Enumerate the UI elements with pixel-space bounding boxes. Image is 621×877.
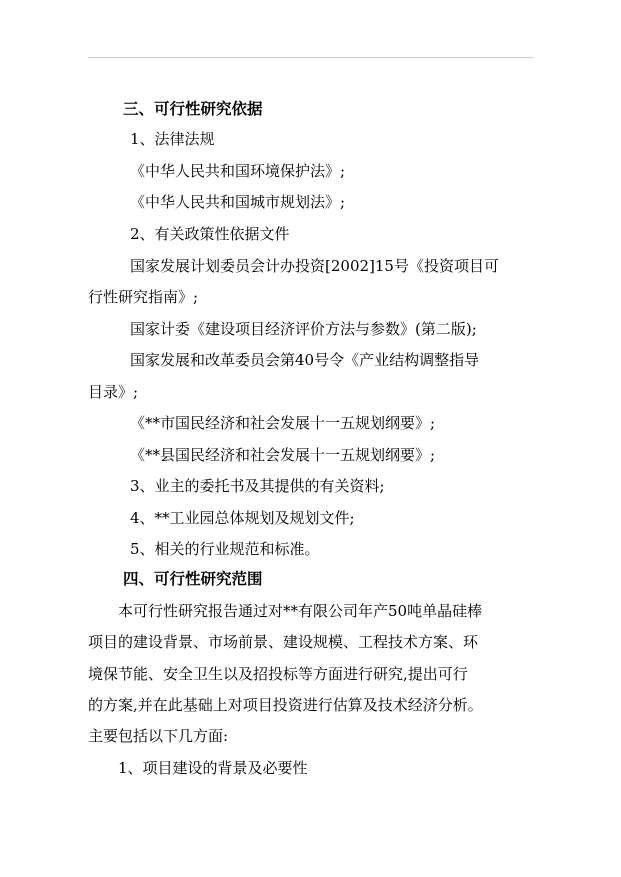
- paragraph-line: 主要包括以下几方面:: [88, 727, 229, 745]
- list-item: 4、**工业园总体规划及规划文件;: [130, 509, 355, 527]
- section-heading-3: 三、可行性研究依据: [123, 99, 263, 118]
- header-rule: [88, 57, 534, 58]
- list-item: 3、业主的委托书及其提供的有关资料;: [130, 477, 385, 495]
- paragraph-line: 本可行性研究报告通过对**有限公司年产50吨单晶硅棒: [118, 602, 483, 620]
- paragraph-line: 项目的建设背景、市场前景、建设规模、工程技术方案、环: [88, 633, 479, 651]
- paragraph-line: 国家计委《建设项目经济评价方法与参数》(第二版);: [130, 320, 477, 338]
- paragraph-line: 的方案,并在此基础上对项目投资进行估算及技术经济分析。: [88, 696, 483, 714]
- paragraph-line: 目录》;: [88, 383, 139, 401]
- list-item: 2、有关政策性依据文件: [130, 225, 290, 243]
- paragraph-line: 国家发展和改革委员会第40号令《产业结构调整指导: [130, 351, 480, 369]
- list-item: 1、项目建设的背景及必要性: [118, 759, 308, 777]
- section-heading-4: 四、可行性研究范围: [123, 569, 263, 588]
- list-item: 《**市国民经济和社会发展十一五规划纲要》;: [130, 414, 436, 432]
- list-item: 《**县国民经济和社会发展十一五规划纲要》;: [130, 446, 436, 464]
- paragraph-line: 行性研究指南》;: [88, 288, 199, 306]
- list-item: 5、相关的行业规范和标准。: [130, 540, 320, 558]
- list-item: 《中华人民共和国城市规划法》;: [130, 193, 346, 211]
- paragraph-line: 境保节能、安全卫生以及招投标等方面进行研究,提出可行: [88, 665, 468, 683]
- list-item: 《中华人民共和国环境保护法》;: [130, 162, 346, 180]
- paragraph-line: 国家发展计划委员会计办投资[2002]15号《投资项目可: [130, 257, 499, 275]
- list-item: 1、法律法规: [130, 130, 215, 148]
